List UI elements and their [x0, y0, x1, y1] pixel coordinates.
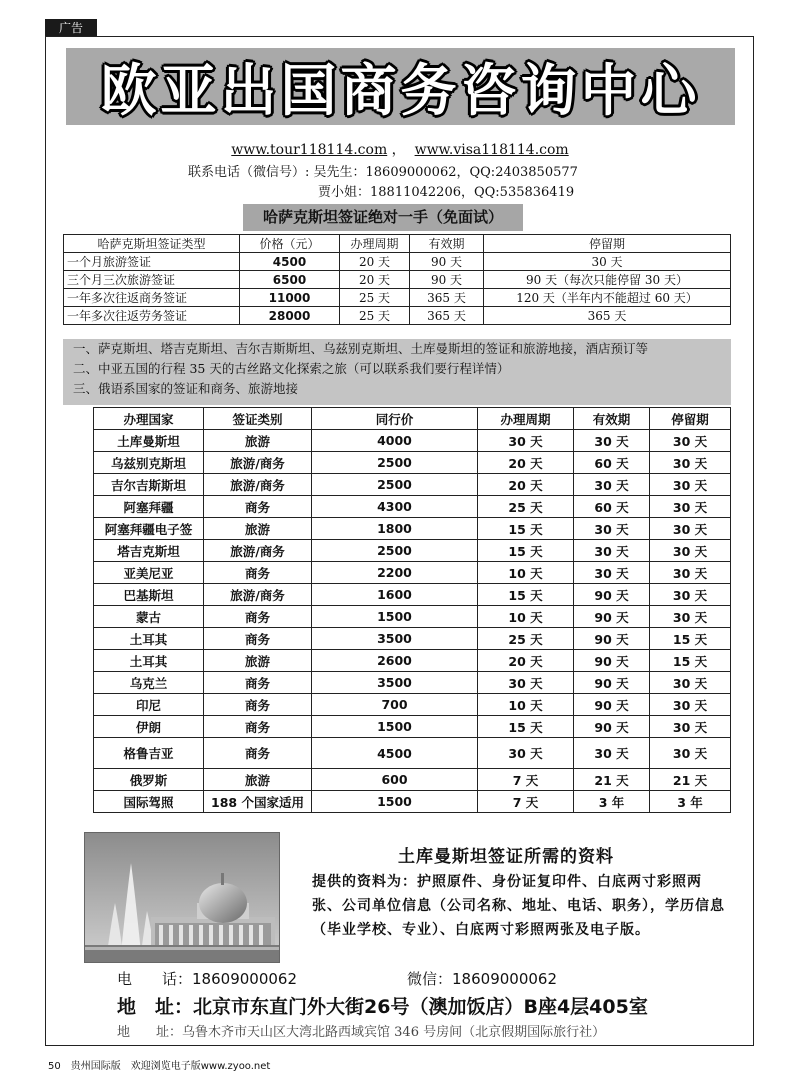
table-cell: 4500	[240, 253, 340, 271]
table-cell: 旅游/商务	[204, 474, 312, 496]
services-list	[63, 339, 731, 405]
table-row	[94, 606, 731, 628]
table-cell: 90 天	[574, 716, 650, 738]
beijing-address	[117, 992, 648, 1019]
table-row	[94, 672, 731, 694]
table-cell: 乌克兰	[94, 672, 204, 694]
column-header: 有效期	[410, 235, 484, 253]
table-cell: 30 天	[650, 540, 731, 562]
table-cell: 20 天	[478, 452, 574, 474]
table-cell: 60 天	[574, 452, 650, 474]
kazakhstan-visa-table	[63, 234, 731, 325]
table-cell: 90 天	[574, 628, 650, 650]
table-cell: 阿塞拜疆	[94, 496, 204, 518]
table-row	[64, 271, 731, 289]
table-cell: 商务	[204, 562, 312, 584]
column-header: 停留期	[650, 408, 731, 430]
table-cell: 15 天	[478, 540, 574, 562]
contact-line-2: 贾小姐：18811042206，QQ:535836419	[318, 185, 575, 200]
url-separator: ，	[387, 142, 406, 158]
table-cell: 90 天（每次只能停留 30 天）	[484, 271, 731, 289]
column-header: 价格（元）	[240, 235, 340, 253]
table-header-row	[94, 408, 731, 430]
table-cell: 3500	[312, 672, 478, 694]
service-item: 二、中亚五国的行程 35 天的古丝路文化探索之旅（可以联系我们要行程详情）	[73, 361, 510, 376]
column-header: 有效期	[574, 408, 650, 430]
table-cell: 90 天	[574, 606, 650, 628]
column-header: 同行价	[312, 408, 478, 430]
table-cell: 365 天	[410, 289, 484, 307]
table-cell: 90 天	[574, 650, 650, 672]
table-cell: 10 天	[478, 562, 574, 584]
table-cell: 30 天	[484, 253, 731, 271]
table-cell: 旅游	[204, 518, 312, 540]
table-cell: 10 天	[478, 606, 574, 628]
address-label: 地 址：	[117, 1025, 183, 1040]
table-cell: 15 天	[650, 628, 731, 650]
turkmenistan-requirements-title: 土库曼斯坦签证所需的资料	[398, 847, 614, 867]
table-cell: 30 天	[650, 452, 731, 474]
table-cell: 21 天	[650, 769, 731, 791]
table-cell: 30 天	[650, 672, 731, 694]
page-title: 欧亚出国商务咨询中心	[100, 58, 701, 124]
table-row	[94, 518, 731, 540]
table-row	[94, 540, 731, 562]
turkmenistan-requirements-body: 提供的资料为：护照原件、身份证复印件、白底两寸彩照两张、公司单位信息（公司名称、地址、电话、职务），学历信息（毕业学校、专业）、白底两寸彩照两张及电子版。	[312, 874, 725, 938]
table-cell: 商务	[204, 694, 312, 716]
table-cell: 1500	[312, 606, 478, 628]
table-row	[94, 430, 731, 452]
table-cell: 4000	[312, 430, 478, 452]
table-cell: 30 天	[478, 738, 574, 769]
phone-row	[117, 968, 297, 989]
website-link-tour[interactable]: www.tour118114.com	[231, 142, 388, 158]
mosque-photo	[84, 832, 280, 963]
table-row	[94, 769, 731, 791]
website-links	[0, 139, 800, 159]
table-cell: 21 天	[574, 769, 650, 791]
table-cell: 10 天	[478, 694, 574, 716]
table-cell: 365 天	[410, 307, 484, 325]
table-cell: 商务	[204, 496, 312, 518]
table-cell: 60 天	[574, 496, 650, 518]
table-cell: 7 天	[478, 791, 574, 813]
table-row	[94, 791, 731, 813]
table-cell: 90 天	[574, 584, 650, 606]
table-cell: 土耳其	[94, 650, 204, 672]
table-row	[64, 253, 731, 271]
table-cell: 30 天	[650, 474, 731, 496]
table-cell: 印尼	[94, 694, 204, 716]
table-cell: 30 天	[574, 540, 650, 562]
table-cell: 20 天	[478, 650, 574, 672]
table-cell: 乌兹别克斯坦	[94, 452, 204, 474]
table-cell: 一年多次往返劳务签证	[64, 307, 240, 325]
table-row	[94, 584, 731, 606]
column-header: 办理国家	[94, 408, 204, 430]
table-cell: 国际驾照	[94, 791, 204, 813]
table-cell: 90 天	[410, 253, 484, 271]
table-cell: 旅游	[204, 769, 312, 791]
phone-label: 电 话：	[117, 970, 193, 988]
table-cell: 30 天	[574, 562, 650, 584]
table-cell: 30 天	[650, 518, 731, 540]
table-cell: 25 天	[478, 496, 574, 518]
table-cell: 2500	[312, 540, 478, 562]
table-cell: 三个月三次旅游签证	[64, 271, 240, 289]
wechat-id: 18609000062	[452, 970, 557, 988]
table-cell: 365 天	[484, 307, 731, 325]
table-cell: 3 年	[650, 791, 731, 813]
table-cell: 2600	[312, 650, 478, 672]
urumqi-address	[117, 1021, 605, 1040]
column-header: 办理周期	[478, 408, 574, 430]
table-cell: 30 天	[650, 430, 731, 452]
column-header: 签证类别	[204, 408, 312, 430]
table-cell: 2500	[312, 474, 478, 496]
table-row	[94, 694, 731, 716]
table-cell: 120 天（半年内不能超过 60 天）	[484, 289, 731, 307]
table-cell: 吉尔吉斯斯坦	[94, 474, 204, 496]
website-link-visa[interactable]: www.visa118114.com	[414, 142, 569, 158]
table-cell: 3 年	[574, 791, 650, 813]
title-banner	[66, 48, 735, 125]
table-cell: 25 天	[340, 289, 410, 307]
table-cell: 2200	[312, 562, 478, 584]
table-cell: 20 天	[340, 253, 410, 271]
page-footer: 50 贵州国际版 欢迎浏览电子版www.zyoo.net	[48, 1061, 271, 1072]
table-cell: 商务	[204, 716, 312, 738]
table-cell: 20 天	[478, 474, 574, 496]
table-cell: 旅游/商务	[204, 584, 312, 606]
table-cell: 90 天	[574, 672, 650, 694]
table-cell: 30 天	[650, 496, 731, 518]
table-cell: 4500	[312, 738, 478, 769]
table-cell: 25 天	[478, 628, 574, 650]
table-cell: 商务	[204, 628, 312, 650]
service-item: 三、俄语系国家的签证和商务、旅游地接	[73, 381, 299, 396]
column-header: 哈萨克斯坦签证类型	[64, 235, 240, 253]
table-cell: 土耳其	[94, 628, 204, 650]
table-cell: 188 个国家适用	[204, 791, 312, 813]
table-row	[94, 562, 731, 584]
table-cell: 旅游/商务	[204, 452, 312, 474]
table-cell: 15 天	[478, 716, 574, 738]
table-cell: 格鲁吉亚	[94, 738, 204, 769]
table-cell: 600	[312, 769, 478, 791]
table-cell: 巴基斯坦	[94, 584, 204, 606]
table-cell: 1500	[312, 791, 478, 813]
table-cell: 11000	[240, 289, 340, 307]
table-row	[94, 474, 731, 496]
table-cell: 20 天	[340, 271, 410, 289]
address-text: 北京市东直门外大街26号（澳加饭店）B座4层405室	[193, 996, 648, 1018]
table-cell: 28000	[240, 307, 340, 325]
table-cell: 30 天	[478, 430, 574, 452]
table-cell: 商务	[204, 606, 312, 628]
table-cell: 1500	[312, 716, 478, 738]
contact-line-1: 联系电话（微信号）: 吴先生：18609000062，QQ:2403850577	[188, 165, 578, 180]
table-cell: 30 天	[650, 606, 731, 628]
address-text: 乌鲁木齐市天山区大湾北路西域宾馆 346 号房间（北京假期国际旅行社）	[182, 1025, 606, 1040]
table-row	[94, 628, 731, 650]
table-cell: 7 天	[478, 769, 574, 791]
table-cell: 15 天	[650, 650, 731, 672]
table-cell: 1600	[312, 584, 478, 606]
phone-number: 18609000062	[192, 970, 297, 988]
table-cell: 蒙古	[94, 606, 204, 628]
table-cell: 30 天	[574, 430, 650, 452]
table-row	[64, 307, 731, 325]
table-cell: 25 天	[340, 307, 410, 325]
table-cell: 30 天	[650, 584, 731, 606]
table-cell: 15 天	[478, 584, 574, 606]
table-row	[94, 496, 731, 518]
wechat-label: 微信：	[407, 970, 453, 988]
table-cell: 亚美尼亚	[94, 562, 204, 584]
table-cell: 商务	[204, 738, 312, 769]
table-cell: 塔吉克斯坦	[94, 540, 204, 562]
table-cell: 30 天	[650, 716, 731, 738]
table-cell: 4300	[312, 496, 478, 518]
column-header: 停留期	[484, 235, 731, 253]
table-cell: 30 天	[574, 518, 650, 540]
table-cell: 3500	[312, 628, 478, 650]
kazakhstan-heading: 哈萨克斯坦签证绝对一手（免面试）	[243, 204, 523, 231]
table-cell: 90 天	[410, 271, 484, 289]
wechat-row	[407, 968, 557, 989]
table-cell: 商务	[204, 672, 312, 694]
table-cell: 30 天	[574, 738, 650, 769]
table-cell: 700	[312, 694, 478, 716]
table-cell: 一年多次往返商务签证	[64, 289, 240, 307]
table-cell: 30 天	[574, 474, 650, 496]
table-cell: 30 天	[650, 738, 731, 769]
service-item: 一、萨克斯坦、塔吉克斯坦、吉尔吉斯斯坦、乌兹别克斯坦、土库曼斯坦的签证和旅游地接，酒店预订等	[73, 341, 649, 356]
table-cell: 15 天	[478, 518, 574, 540]
address-label: 地 址：	[117, 996, 194, 1018]
table-cell: 6500	[240, 271, 340, 289]
table-cell: 30 天	[650, 694, 731, 716]
table-cell: 阿塞拜疆电子签	[94, 518, 204, 540]
visa-price-table	[93, 407, 731, 813]
table-cell: 旅游	[204, 430, 312, 452]
table-row	[94, 716, 731, 738]
table-cell: 2500	[312, 452, 478, 474]
table-row	[94, 452, 731, 474]
table-row	[64, 289, 731, 307]
table-header-row	[64, 235, 731, 253]
table-cell: 1800	[312, 518, 478, 540]
table-cell: 旅游	[204, 650, 312, 672]
table-row	[94, 738, 731, 769]
table-cell: 30 天	[650, 562, 731, 584]
table-cell: 土库曼斯坦	[94, 430, 204, 452]
column-header: 办理周期	[340, 235, 410, 253]
table-cell: 旅游/商务	[204, 540, 312, 562]
table-cell: 一个月旅游签证	[64, 253, 240, 271]
building-photo-image	[85, 833, 279, 962]
table-cell: 90 天	[574, 694, 650, 716]
table-cell: 30 天	[478, 672, 574, 694]
table-row	[94, 650, 731, 672]
table-cell: 伊朗	[94, 716, 204, 738]
table-cell: 俄罗斯	[94, 769, 204, 791]
ad-tag: 广告	[45, 19, 97, 37]
